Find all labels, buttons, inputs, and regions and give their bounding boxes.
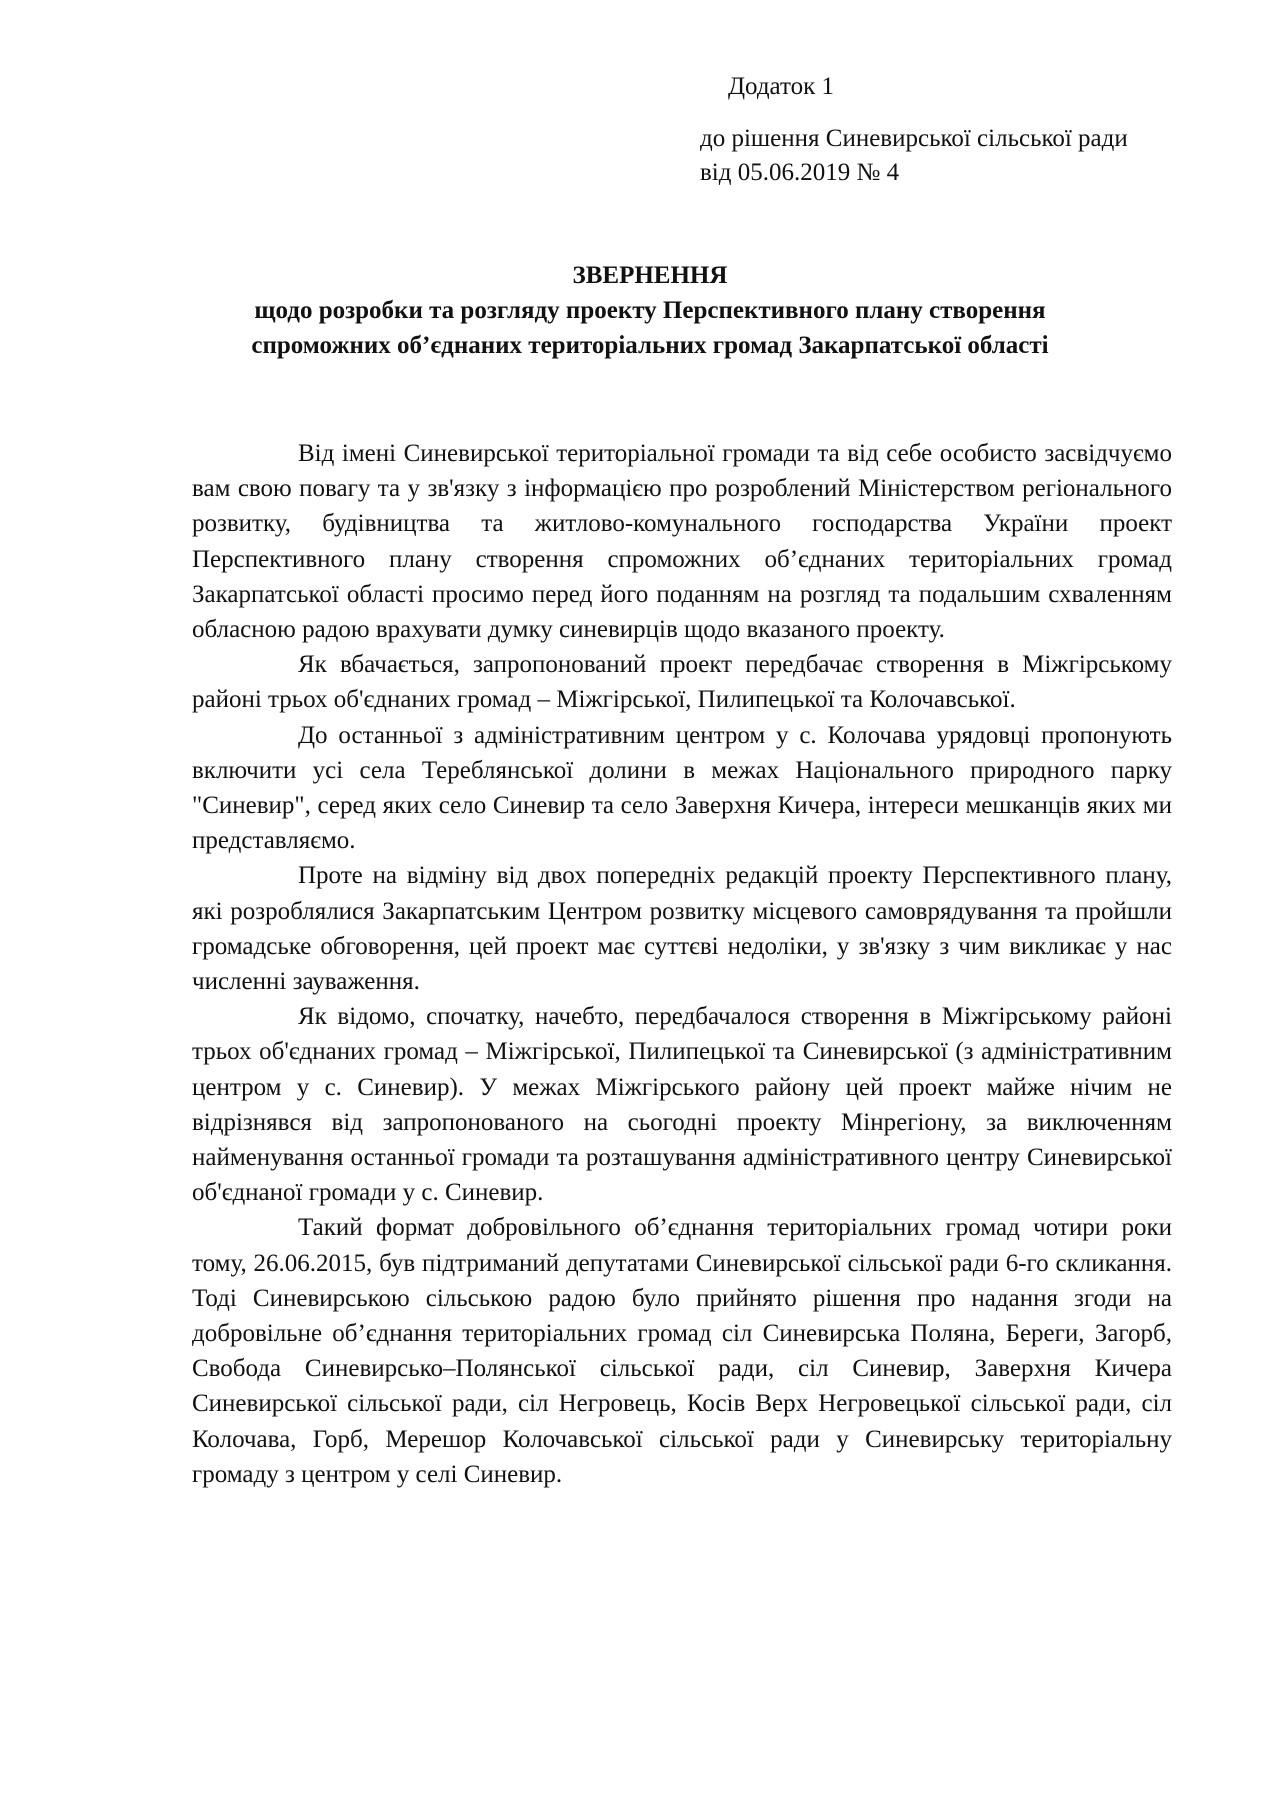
document-subtitle-line-2: спроможних об’єднаних територіальних громад Закарпатської області <box>251 332 1049 359</box>
appendix-label: Додаток 1 <box>728 73 834 100</box>
appendix-decision-line: до рішення Синевирської сільської ради <box>700 125 1128 152</box>
paragraph-3: До останньої з адміністративним центром у с. Колочава урядовці пропонують включити усі села Тереблянської долини в межах Національного природного парку "Синевир", серед яких село Синевир та село Заверхня Кичера, інтереси мешканців яких ми представляємо. <box>192 721 1172 855</box>
document-heading: ЗВЕРНЕННЯ <box>572 262 728 289</box>
document-title-block <box>150 258 1150 363</box>
paragraph-5: Як відомо, спочатку, начебто, передбачалося створення в Міжгірському районі трьох об'єднаних громад – Міжгірської, Пилипецької та Синевирської (з адміністративним центром у с. Синевир). У межах Міжгірського району цей проект майже нічим не відрізнявся від запропонованого на сьогодні проекту Мінрегіону, за виключенням найменування останньої громади та розташування адміністративного центру Синевирської об'єднаної громади у с. Синевир. <box>192 1003 1172 1207</box>
document-subtitle-line-1: щодо розробки та розгляду проекту Перспективного плану створення <box>254 297 1046 324</box>
appendix-block <box>700 70 1200 190</box>
appendix-date-line: від 05.06.2019 № 4 <box>700 159 900 186</box>
paragraph-4: Проте на відміну від двох попередніх редакцій проекту Перспективного плану, які розроблялися Закарпатським Центром розвитку місцевого самоврядування та пройшли громадське обговорення, цей проект має суттєві недоліки, у зв'язку з чим викликає у нас численні зауваження. <box>192 862 1172 996</box>
paragraph-2: Як вбачається, запропонований проект передбачає створення в Міжгірському районі трьох об'єднаних громад – Міжгірської, Пилипецької та Колочавської. <box>192 651 1172 714</box>
paragraph-6: Такий формат добровільного об’єднання територіальних громад чотири роки тому, 26.06.2015, був підтриманий депутатами Синевирської сільської ради 6-го скликання. Тоді Синевирською сільською радою було прийнято рішення про надання згоди на добровільне об’єднання територіальних громад сіл Синевирська Поляна, Береги, Загорб, Свобода Синевирсько–Полянської сільської ради, сіл Синевир, Заверхня Кичера Синевирської сільської ради, сіл Негровець, Косів Верх Негровецької сільської ради, сіл Колочава, Горб, Мерешор Колочавської сільської ради у Синевирську територіальну громаду з центром у селі Синевир. <box>192 1214 1172 1488</box>
paragraph-1: Від імені Синевирської територіальної громади та від себе особисто засвідчуємо вам свою повагу та у зв'язку з інформацією про розроблений Міністерством регіонального розвитку, будівництва та житлово-комунального господарства України проект Перспективного плану створення спроможних об’єднаних територіальних громад Закарпатської області просимо перед його поданням на розгляд та подальшим схваленням обласною радою врахувати думку синевирців щодо вказаного проекту. <box>192 440 1172 644</box>
document-body <box>192 436 1172 1492</box>
